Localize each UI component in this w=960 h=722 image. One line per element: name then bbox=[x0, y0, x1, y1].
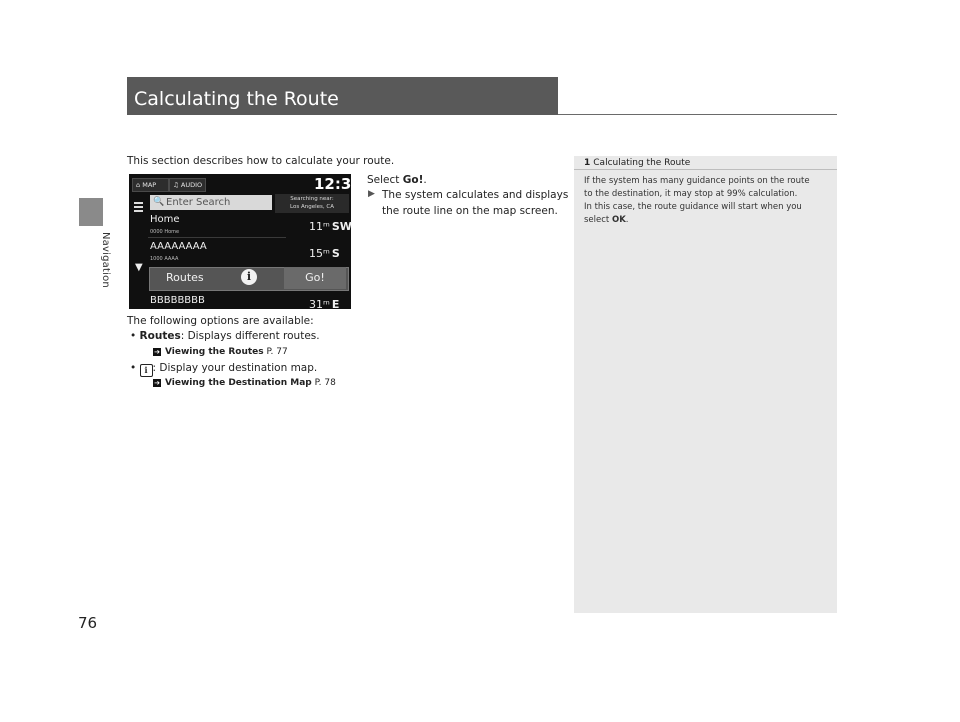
info-icon: i bbox=[140, 364, 153, 377]
option-label: Routes bbox=[139, 330, 181, 342]
side-note-line: If the system has many guidance points on the route bbox=[584, 176, 810, 186]
options-heading: The following options are available: bbox=[127, 315, 314, 327]
result-distance: 11ᵐ SW bbox=[309, 220, 352, 233]
search-input[interactable] bbox=[150, 195, 272, 210]
side-note-line: to the destination, it may stop at 99% calculation. bbox=[584, 189, 798, 199]
result-distance: 31ᵐ E bbox=[309, 298, 340, 311]
reference-arrow-icon: ➔ bbox=[154, 348, 160, 356]
page-title: Calculating the Route bbox=[134, 88, 339, 110]
go-reference: Go! bbox=[402, 174, 424, 186]
row-divider bbox=[148, 237, 286, 238]
scroll-down-icon[interactable]: ▼ bbox=[135, 262, 143, 273]
navigation-screen bbox=[129, 174, 362, 311]
result-distance: 15ᵐ S bbox=[309, 247, 340, 260]
option-info: • i : Display your destination map. bbox=[130, 362, 318, 375]
audio-button[interactable] bbox=[169, 178, 206, 192]
result-line-1: The system calculates and displays bbox=[382, 189, 569, 201]
cross-reference[interactable]: ➔ Viewing the Destination Map P. 78 bbox=[154, 378, 336, 388]
search-placeholder: Enter Search bbox=[166, 197, 231, 208]
side-note-line: select OK. bbox=[584, 215, 629, 225]
option-routes: • Routes: Displays different routes. bbox=[130, 330, 320, 342]
cross-reference[interactable]: ➔ Viewing the Routes P. 77 bbox=[154, 347, 288, 357]
searching-near-box bbox=[275, 194, 349, 213]
result-address: 1000 AAAA bbox=[150, 256, 179, 262]
search-icon: 🔍 bbox=[153, 197, 165, 207]
routes-button[interactable]: Routes bbox=[166, 271, 204, 284]
bullet: • bbox=[130, 362, 137, 374]
music-note-icon: ♫ bbox=[173, 181, 179, 189]
section-nav-label: Navigation bbox=[100, 232, 111, 288]
result-name[interactable]: BBBBBBBB bbox=[150, 295, 205, 306]
page-number: 76 bbox=[78, 614, 98, 632]
intro-text: This section describes how to calculate your route. bbox=[127, 155, 395, 167]
title-rule bbox=[558, 114, 837, 115]
reference-arrow-icon: ➔ bbox=[154, 379, 160, 387]
searching-near-value: Los Angeles, CA bbox=[290, 204, 334, 210]
searching-near-label: Searching near: bbox=[290, 196, 334, 202]
home-icon: ⌂ bbox=[136, 181, 141, 189]
result-name[interactable]: AAAAAAAA bbox=[150, 241, 207, 252]
audio-button-label: AUDIO bbox=[180, 181, 203, 189]
side-note-rule bbox=[574, 169, 837, 170]
bullet: • bbox=[130, 330, 137, 342]
result-name[interactable]: Home bbox=[150, 214, 180, 225]
side-note-line: In this case, the route guidance will start when you bbox=[584, 202, 802, 212]
nav-tab-block bbox=[79, 198, 103, 226]
map-button-label: MAP bbox=[142, 181, 157, 189]
result-line-2: the route line on the map screen. bbox=[382, 205, 558, 217]
result-address: 0000 Home bbox=[150, 229, 180, 235]
map-button[interactable] bbox=[132, 178, 169, 192]
side-note-title: 1 Calculating the Route bbox=[584, 158, 691, 168]
info-icon[interactable]: i bbox=[241, 269, 257, 285]
step-instruction: Select Go!. bbox=[367, 174, 427, 186]
clock: 12:34 bbox=[314, 175, 362, 193]
go-button[interactable]: Go! bbox=[284, 267, 346, 289]
result-arrow-icon: ▶ bbox=[368, 189, 375, 199]
